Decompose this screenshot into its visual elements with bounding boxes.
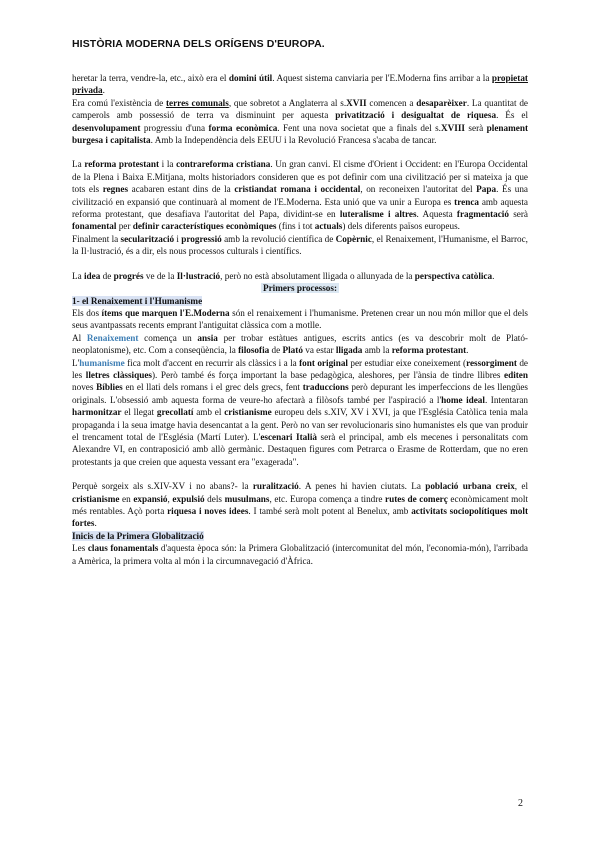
paragraph-items-moderna: Els dos ítems que marquen l'E.Moderna són el renaixement i l'humanisme. Pretenen crear un nou món millor que el dels seus avantpassats recents emprant l'antiguitat clàssica com a motlle. [72,307,528,331]
page-number: 2 [518,798,523,809]
paragraph-domini-util: heretar la terra, vendre-la, etc., això era el domini útil. Aquest sistema canviaria per l'E.Moderna fins arribar a la propietat privada. [72,73,528,96]
page-header-title: HISTÒRIA MODERNA DELS ORÍGENS D'EUROPA. [72,38,325,50]
document-body [72,72,528,567]
paragraph-reforma-protestant: La reforma protestant i la contrareforma cristiana. Un gran canvi. El cisme d'Orient i Occident: en l'Europa Occidental de la Plena i Baixa E.Mitjana, molts historiadors consideren que es pot definir com una civilització per si mateixa ja que tots els regnes acabaren estant dins de la cristiandat romana i occidental, on reconeixen l'autoritat del Papa. És una civilització en expansió que continuarà al moment de l'E.Moderna. Esta unió que va unir a Europa es trenca amb aquesta reforma protestant, que desafiava l'autoritat del Papa, dividint-se en luteralisme i altres. Aquesta fragmentació serà fonamental per definir característiques econòmiques (fins i tot actuals) dels diferents països europeus. [72,159,529,232]
paragraph-renaixement: Al Renaixement comença un ansia per trobar estàtues antigues, escrits antics (es va descobrir molt de Plató- neoplatonisme), etc. Com a conseqüència, la filosofia de Plató va estar lligada amb la reforma protestant. [72,332,528,356]
heading-renaixement-humanisme: 1- el Renaixement i l'Humanisme [72,295,203,306]
paragraph-humanisme: L'humanisme fica molt d'accent en recurrir als clàssics i a la font original per estudiar eixe coneixement (ressorgiment de les lletres clàssiques). Però també és força important la base pedagògica, aleshores, per l'ànsia de tindre llibres editen noves Bíblies en el llati dels romans i el grec dels grecs, fent traduccions però depurant les imperfeccions de les llengües originals. L'obsessió amb aquesta forma de veure-ho afectarà a filòsofs també per l'aspiració a l'home ideal. Intentaran harmonitzar el llegat grecollatí amb el cristianisme europeu dels s.XIV, XV i XVI, ja que l'Església Catòlica tenia mala propaganda i la seua imatge havia desencantat a la gent. Però no van ser revolucionaris sino humanistes els que van produir el trencament total de l'Església (Martí Luter). L'escenari Italià serà el principal, amb els mecenes i personalitats com Alexandre VI, en contraposició amb allò germànic. Destaquen figures com Petrarca o Erasme de Rotterdam, que no eren protestants ja que creien que aquesta vessant era "exagerada". [72,357,528,467]
paragraph-idea-progres: La idea de progrés ve de la Il·lustració, però no està absolutament lligada o allunyada de la perspectiva catòlica. [72,270,495,281]
paragraph-claus-fonamentals: Les claus fonamentals d'aquesta època són: la Primera Globalització (intercomunitat del món, l'economia-món), l'arribada a Amèrica, la primera volta al món i la circumnavegació d'Àfrica. [72,543,529,566]
paragraph-ruralitzacio: Perquè sorgeix als s.XIV-XV i no abans?- la ruralització. A penes hi havien ciutats. La població urbana creix, el cristianisme en expansió, expulsió dels musulmans, etc. Europa comença a tindre rutes de comerç econòmicament molt més rentables. Açò porta riquesa i noves idees. I també serà molt potent al Benelux, amb activitats sociopolítiques molt fortes. [72,481,529,529]
section-title: Primers processos: [262,283,338,294]
heading-primera-globalitzacio: Inicis de la Primera Globalització [72,530,204,541]
paragraph-terres-comunals: Era comú l'existència de terres comunals, que sobretot a Anglaterra al s.XVII comencen a desaparèixer. La quantitat de camperols amb possessió de terra va disminuint per aquesta privatització i desigualtat de riquesa. És el desenvolupament progressiu d'una forma econòmica. Fent una nova societat que a finals del s.XVIII serà plenament burgesa i capitalista. Amb la Independència dels EEUU i la Revolució Francesa s'acaba de tancar. [72,97,529,146]
paragraph-secularitzacio: Finalment la secularització i progressió amb la revolució científica de Copèrnic, el Renaixement, l'Humanisme, el Barroc, la Il·lustració, és a dir, els nous processos culturals i científics. [72,233,528,257]
